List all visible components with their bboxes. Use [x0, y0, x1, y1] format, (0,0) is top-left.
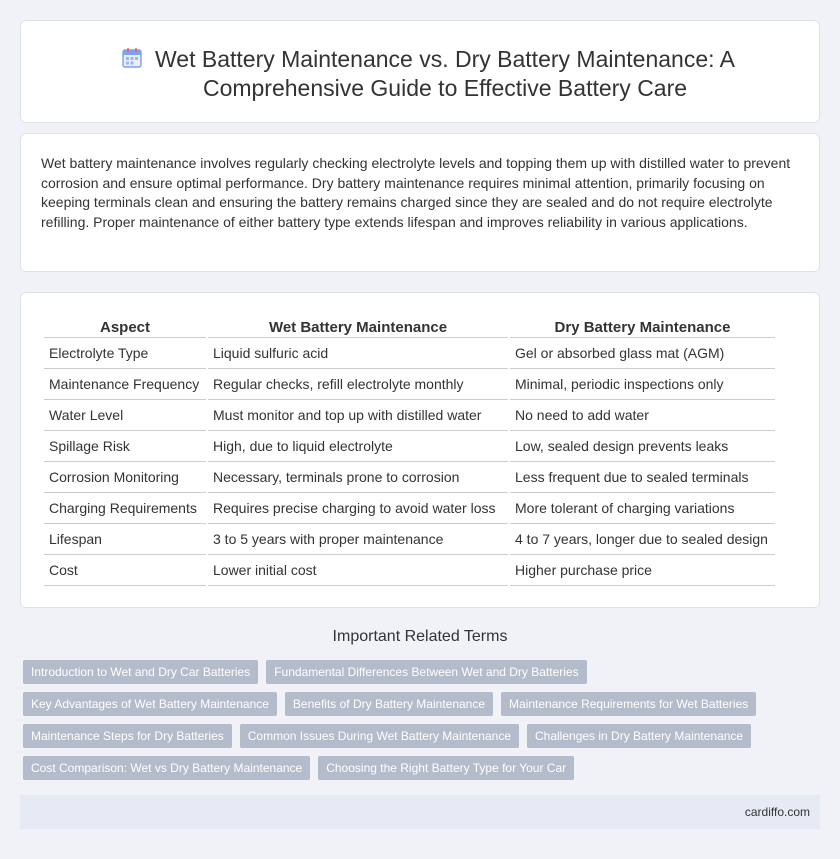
table-cell: Low, sealed design prevents leaks — [510, 431, 775, 462]
table-row — [44, 462, 775, 493]
table-row — [44, 555, 775, 586]
comparison-table — [42, 315, 777, 586]
related-term-tag[interactable]: Fundamental Differences Between Wet and Dry Batteries — [266, 660, 586, 684]
table-cell: Corrosion Monitoring — [44, 462, 206, 493]
table-cell: No need to add water — [510, 400, 775, 431]
table-cell: High, due to liquid electrolyte — [208, 431, 508, 462]
table-cell: Higher purchase price — [510, 555, 775, 586]
header-dry: Dry Battery Maintenance — [510, 315, 775, 338]
page-title: Wet Battery Maintenance vs. Dry Battery Maintenance: A Comprehensive Guide to Effective Battery Care — [155, 46, 735, 101]
intro-paragraph: Wet battery maintenance involves regularly checking electrolyte levels and topping them up with distilled water to prevent corrosion and ensure optimal performance. Dry battery maintenance requires minimal attention, primarily focusing on keeping terminals clean and ensuring the battery remains charged since they are sealed and do not require electrolyte refilling. Proper maintenance of either battery type extends lifespan and improves reliability in various applications. — [41, 155, 791, 230]
table-cell: Spillage Risk — [44, 431, 206, 462]
table-header-row — [44, 315, 775, 338]
related-term-tag[interactable]: Common Issues During Wet Battery Maintenance — [240, 724, 519, 748]
header-wet: Wet Battery Maintenance — [208, 315, 508, 338]
table-cell: Cost — [44, 555, 206, 586]
table-cell: Gel or absorbed glass mat (AGM) — [510, 338, 775, 369]
table-row — [44, 400, 775, 431]
related-term-tag[interactable]: Cost Comparison: Wet vs Dry Battery Maintenance — [23, 756, 310, 780]
related-term-tag[interactable]: Maintenance Steps for Dry Batteries — [23, 724, 232, 748]
comparison-table-card — [20, 292, 820, 608]
related-term-tag[interactable]: Choosing the Right Battery Type for Your Car — [318, 756, 574, 780]
table-row — [44, 369, 775, 400]
related-term-tag[interactable]: Benefits of Dry Battery Maintenance — [285, 692, 493, 716]
related-term-tag[interactable]: Challenges in Dry Battery Maintenance — [527, 724, 751, 748]
table-cell: 3 to 5 years with proper maintenance — [208, 524, 508, 555]
related-terms-list — [23, 660, 803, 780]
related-terms-heading: Important Related Terms — [332, 628, 508, 645]
table-cell: Charging Requirements — [44, 493, 206, 524]
table-cell: More tolerant of charging variations — [510, 493, 775, 524]
footer-site-link[interactable]: cardiffo.com — [744, 805, 810, 819]
table-cell: Electrolyte Type — [44, 338, 206, 369]
table-cell: Regular checks, refill electrolyte monthly — [208, 369, 508, 400]
related-term-tag[interactable]: Key Advantages of Wet Battery Maintenance — [23, 692, 277, 716]
table-cell: Liquid sulfuric acid — [208, 338, 508, 369]
table-cell: Necessary, terminals prone to corrosion — [208, 462, 508, 493]
table-cell: Minimal, periodic inspections only — [510, 369, 775, 400]
table-cell: Lower initial cost — [208, 555, 508, 586]
table-row — [44, 431, 775, 462]
footer — [20, 795, 820, 829]
table-cell: Water Level — [44, 400, 206, 431]
header-aspect: Aspect — [44, 315, 206, 338]
table-cell: Requires precise charging to avoid water loss — [208, 493, 508, 524]
table-row — [44, 493, 775, 524]
table-cell: Lifespan — [44, 524, 206, 555]
table-cell: Must monitor and top up with distilled water — [208, 400, 508, 431]
related-term-tag[interactable]: Maintenance Requirements for Wet Batteries — [501, 692, 756, 716]
title-card — [20, 20, 820, 123]
intro-card — [20, 133, 820, 272]
table-cell: 4 to 7 years, longer due to sealed design — [510, 524, 775, 555]
table-cell: Less frequent due to sealed terminals — [510, 462, 775, 493]
table-row — [44, 524, 775, 555]
related-term-tag[interactable]: Introduction to Wet and Dry Car Batteries — [23, 660, 258, 684]
table-row — [44, 338, 775, 369]
table-cell: Maintenance Frequency — [44, 369, 206, 400]
